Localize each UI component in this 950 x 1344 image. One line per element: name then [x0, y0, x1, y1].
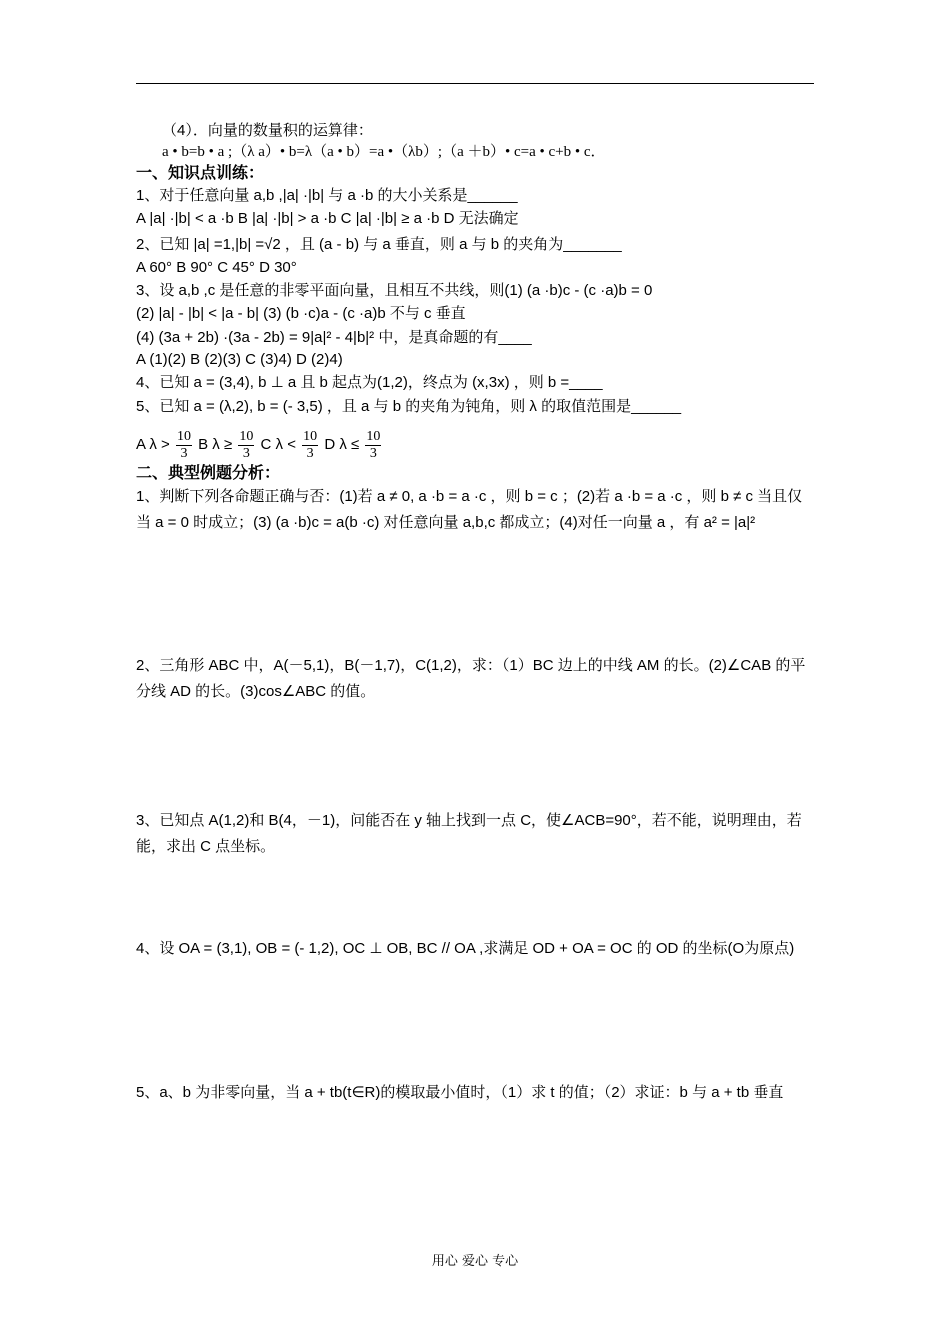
q3-part4: (4) (3a + 2b) ·(3a - 2b) = 9|a|² - 4|b|² 中，是真命题的有____ — [136, 329, 532, 346]
q3-options: A (1)(2) B (2)(3) C (3)4) D (2)4) — [136, 351, 343, 368]
q5-text: 5、已知 a = (λ,2), b = (- 3,5) ，且 a 与 b 的夹角为钝角，则 λ 的取值范围是______ — [136, 398, 682, 415]
q5-options — [136, 426, 816, 464]
q5-option-b: B λ ≥ — [198, 436, 233, 453]
fraction-10-3: $\frac{10}{3}$ — [239, 428, 254, 461]
example-2: 2、三角形 ABC 中，A(－5,1)，B(－1,7)，C(1,2)，求：（1）BC 边上的中线 AM 的长。(2)∠CAB 的平分线 AD 的长。(3)cos∠ABC 的值。 — [136, 657, 806, 700]
section-2-heading: 二、典型例题分析： — [136, 465, 281, 482]
q3-text: 3、设 a,b ,c 是任意的非零平面向量，且相互不共线，则(1) (a ·b)c - (c ·a)b = 0 — [136, 282, 653, 299]
example-1: 1、判断下列各命题正确与否：(1)若 a ≠ 0, a ·b = a ·c ，则 b = c ；(2)若 a ·b = a ·c ，则 b ≠ c 当且仅当 a = 0 时成立；(3) (a ·b)c = a(b ·c) 对任意向量 a,b,c 都成立；(4)对任一向量 a ，有 a² = |a|² — [136, 488, 803, 531]
q5-option-c: C λ < — [260, 436, 296, 453]
fraction-10-3: $\frac{10}{3}$ — [303, 428, 318, 461]
law-title: （4）．向量的数量积的运算律： — [162, 122, 373, 139]
q2-text: 2、已知 |a| =1,|b| =√2 ，且 (a - b) 与 a 垂直，则 a 与 b 的夹角为_______ — [136, 236, 622, 253]
section-1-heading: 一、知识点训练： — [136, 165, 265, 182]
q3-part2-3: (2) |a| - |b| < |a - b| (3) (b ·c)a - (c ·a)b 不与 c 垂直 — [136, 305, 466, 322]
q4-text: 4、已知 a = (3,4), b ⊥ a 且 b 起点为(1,2)，终点为 (x,3x) ，则 b =____ — [136, 374, 603, 391]
page-footer: 用心 爱心 专心 — [431, 1254, 519, 1269]
fraction-10-3: $\frac{10}{3}$ — [176, 428, 191, 461]
example-5: 5、a、b 为非零向量，当 a + tb(t∈R)的模取最小值时，（1）求 t 的值；（2）求证：b 与 a + tb 垂直 — [136, 1084, 784, 1101]
fraction-10-3: $\frac{10}{3}$ — [366, 428, 381, 461]
q1-options: A |a| ·|b| < a ·b B |a| ·|b| > a ·b C |a| ·|b| ≥ a ·b D 无法确定 — [136, 210, 519, 227]
header-rule — [136, 83, 814, 84]
q2-options: A 60° B 90° C 45° D 30° — [136, 259, 297, 276]
q1-text: 1、对于任意向量 a,b ,|a| ·|b| 与 a ·b 的大小关系是______ — [136, 187, 518, 204]
example-3: 3、已知点 A(1,2)和 B(4，－1)，问能否在 y 轴上找到一点 C，使∠ACB=90°，若不能，说明理由，若能，求出 C 点坐标。 — [136, 812, 802, 855]
q5-option-d: D λ ≤ — [324, 436, 360, 453]
q5-option-a: A λ > — [136, 436, 170, 453]
law-formula: a • b=b • a ;（λ a）• b=λ（a • b）=a •（λb）;（a ＋b）• c=a • c+b • c． — [162, 144, 606, 160]
example-4: 4、设 OA = (3,1), OB = (- 1,2), OC ⊥ OB, BC // OA ,求满足 OD + OA = OC 的 OD 的坐标(O为原点) — [136, 940, 795, 957]
